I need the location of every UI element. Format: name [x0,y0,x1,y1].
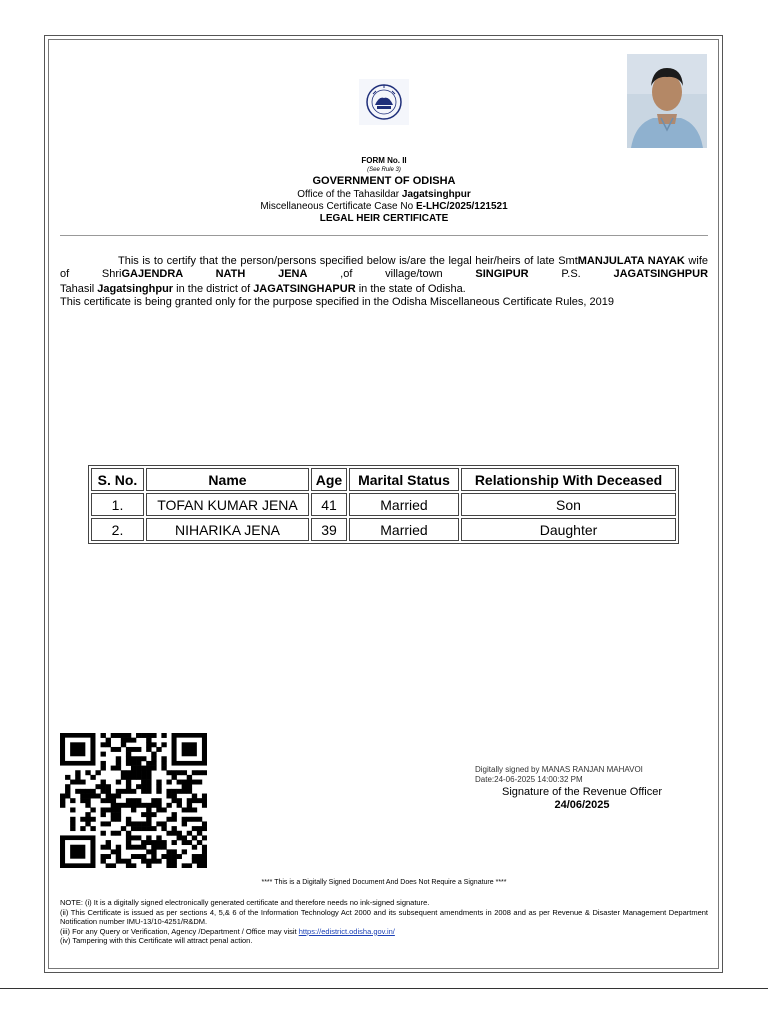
certification-paragraph [60,255,708,281]
legal-heirs-table [88,465,679,544]
intro-text: This is to certify that the person/persons specified below is/are the legal heir/heirs of late Smt [118,255,578,267]
see-rule: (See Rule 3) [367,167,401,173]
digital-signature-date: Date:24-06-2025 14:00:32 PM [475,775,583,784]
name-cell: NIHARIKA JENA [146,518,309,541]
government-title: GOVERNMENT OF ODISHA [312,175,456,187]
odisha-emblem-icon [359,79,409,125]
note-3-prefix: (iii) For any Query or Verification, Agency /Department / Office may visit [60,926,299,936]
applicant-photo [627,54,707,148]
digital-document-note: **** This is a Digitally Signed Document And Does Not Require a Signature **** [261,879,507,886]
case-prefix: Miscellaneous Certificate Case No [260,201,416,212]
office-prefix: Office of the Tahasildar [297,189,402,200]
table-row [91,518,676,541]
case-number: E-LHC/2025/121521 [415,201,508,212]
note-4: (iv) Tampering with this Certificate will attract penal action. [60,936,253,945]
certificate-title: LEGAL HEIR CERTIFICATE [319,213,449,224]
col-name-header: Name [146,468,309,491]
village-prefix: ,of village/town [307,268,476,280]
name-cell: TOFAN KUMAR JENA [146,493,309,516]
col-marital-header: Marital Status [349,468,459,491]
digitally-signed-by: Digitally signed by MANAS RANJAN MAHAVOI [475,765,643,774]
col-age-header: Age [311,468,347,491]
page-bottom-rule [0,988,768,989]
serial-cell: 1. [91,493,144,516]
edistrict-link[interactable]: https://edistrict.odisha.gov.in/ [298,926,395,936]
case-line [60,201,708,212]
serial-cell: 2. [91,518,144,541]
marital-cell: Married [349,518,459,541]
wife-of-text: wife of Shri [60,255,708,280]
police-station: JAGATSINGHPUR [613,268,709,280]
note-1: NOTE: (i) It is a digitally signed electronically generated certificate and therefore needs no ink-signed signature. [60,898,430,907]
deceased-name: MANJULATA NAYAK [577,255,685,267]
tahasil-prefix: Tahasil [60,283,98,295]
tahasil-name: Jagatsinghpur [97,283,174,295]
digital-signature-block [475,765,643,785]
office-name: Jagatsinghpur [401,189,471,200]
village-name: SINGIPUR [475,268,529,280]
form-number: FORM No. II [361,156,407,165]
col-relationship-header: Relationship With Deceased [461,468,676,491]
district-name: JAGATSINGHAPUR [253,283,356,295]
header-divider [60,235,708,236]
signature-date: 24/06/2025 [554,799,610,811]
col-serial-header: S. No. [91,468,144,491]
age-cell: 41 [311,493,347,516]
marital-cell: Married [349,493,459,516]
purpose-line: This certificate is being granted only for the purpose specified in the Odisha Miscellaneous Certificate Rules, 2019 [60,296,614,308]
table-row [91,493,676,516]
husband-name: GAJENDRA NATH JENA [121,268,308,280]
state-suffix: in the state of Odisha. [355,283,466,295]
office-line [60,189,708,200]
ps-prefix: P.S. [528,268,614,280]
notes-section [60,898,708,946]
qr-code-icon [60,733,207,868]
tahasil-line [60,283,708,296]
district-prefix: in the district of [173,283,254,295]
signature-title: Signature of the Revenue Officer [501,786,662,798]
table-header-row [91,468,676,491]
age-cell: 39 [311,518,347,541]
relationship-cell: Son [461,493,676,516]
relationship-cell: Daughter [461,518,676,541]
note-2: (ii) This Certificate is issued as per sections 4, 5,& 6 of the Information Technology Act 2000 and its subsequent amendments in 2008 and as per Revenue & Disaster Management Department Notification number IMU-13/10-4251/R&DM. [60,907,708,926]
note-3 [60,927,708,937]
